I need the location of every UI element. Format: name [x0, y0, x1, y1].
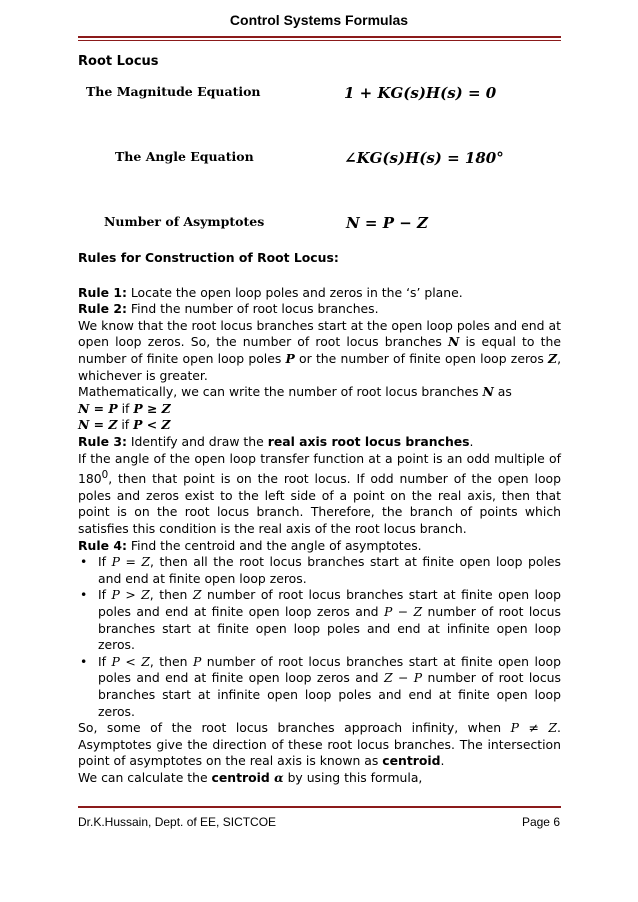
- rules-heading: Rules for Construction of Root Locus:: [78, 250, 339, 265]
- math-run: P ≥ Z: [133, 400, 171, 416]
- bold-run: centroid: [382, 753, 441, 769]
- asymptotes-equation-formula: N = P − Z: [346, 214, 428, 232]
- rule-1-text: Locate the open loop poles and zeros in the ‘s’ plane.: [126, 284, 463, 300]
- footer-author: Dr.K.Hussain, Dept. of EE, SICTCOE: [78, 815, 277, 829]
- rule-2: [78, 301, 561, 318]
- math-run: P = Z: [111, 554, 151, 570]
- text-run: by using this formula,: [283, 769, 423, 785]
- text-run: Identify and draw the: [126, 433, 268, 449]
- math-run: Z: [192, 587, 202, 603]
- paragraph-asymptotes: [78, 720, 561, 770]
- math-run: P > Z: [111, 587, 150, 603]
- text-run: , then: [149, 587, 193, 603]
- math-run: P: [192, 653, 202, 669]
- rule-4-label: Rule 4:: [78, 537, 127, 553]
- math-run: P < Z: [111, 653, 150, 669]
- angle-equation-label: The Angle Equation: [115, 149, 254, 164]
- text-run: .: [440, 753, 445, 769]
- text-run: , whichever is greater.: [78, 350, 562, 383]
- paragraph-real-axis: [78, 451, 561, 538]
- angle-equation-formula: ∠KG(s)H(s) = 180°: [344, 149, 504, 167]
- body-text: [78, 250, 561, 787]
- footer-divider: [78, 806, 561, 808]
- text-run: If: [98, 554, 112, 570]
- rule-3: [78, 434, 561, 451]
- header-divider: [78, 36, 561, 38]
- text-run: number of root locus branches start at finite open loop poles and end at infinite open loop zeros.: [98, 604, 561, 653]
- paragraph-centroid: [78, 770, 561, 787]
- page-number: Page 6: [521, 815, 560, 829]
- text-run: if: [117, 400, 134, 416]
- math-run: α: [274, 769, 284, 785]
- header-divider-thin: [78, 40, 561, 41]
- text-run: .: [469, 433, 474, 449]
- math-run: N = P: [78, 400, 118, 416]
- math-run: N: [448, 334, 460, 350]
- list-item: [98, 654, 561, 720]
- rule-2-label: Rule 2:: [78, 301, 127, 317]
- math-run: P ≠ Z: [510, 720, 558, 736]
- rule-2-text: Find the number of root locus branches.: [126, 301, 379, 317]
- rule-1: [78, 285, 561, 302]
- math-run: P − Z: [383, 604, 423, 619]
- rule-1-label: Rule 1:: [78, 284, 127, 300]
- bold-run: real axis root locus branches: [267, 433, 470, 449]
- rule-3-label: Rule 3:: [78, 433, 127, 449]
- text-run: . Asymptotes give the direction of these root locus branches. The intersection point of asymptotes on the real axis is known as: [78, 720, 561, 769]
- text-run: If: [98, 587, 112, 603]
- text-run: or the number of finite open loop zeros: [294, 350, 549, 366]
- math-run: P < Z: [133, 417, 171, 433]
- magnitude-equation-label: The Magnitude Equation: [86, 84, 261, 99]
- text-run: We know that the root locus branches start at the open loop poles and end at open loop zeros. So, the number of root locus branches: [78, 317, 561, 350]
- math-run: Z: [548, 350, 558, 366]
- asymptotes-equation-label: Number of Asymptotes: [104, 214, 265, 229]
- text-run: So, some of the root locus branches approach infinity, when: [78, 720, 511, 736]
- magnitude-equation-formula: 1 + KG(s)H(s) = 0: [344, 84, 497, 102]
- superscript: 0: [101, 469, 109, 482]
- text-run: if: [117, 417, 134, 433]
- math-run: N = Z: [78, 417, 118, 433]
- bold-run: centroid: [211, 769, 275, 785]
- paragraph-branches: [78, 318, 561, 384]
- list-item: [98, 587, 561, 653]
- text-run: Mathematically, we can write the number of root locus branches: [78, 384, 483, 400]
- section-heading: Root Locus: [78, 54, 159, 69]
- list-item: [98, 554, 561, 587]
- paragraph-mathematically: [78, 384, 561, 401]
- math-run: N: [482, 384, 494, 400]
- text-run: number of root locus branches start at finite open loop poles and end at finite open loop zeros and: [98, 587, 561, 619]
- text-run: We can calculate the: [78, 769, 212, 785]
- text-run: If the angle of the open loop transfer function at a point is an odd multiple of 180: [78, 450, 561, 487]
- text-run: , then that point is on the root locus. If odd number of the open loop poles and zeros exist to the left side of a point on the real axis, then that point is on the root locus branch. Therefore, the branch of points which satisfies this condition is the real axis of the root locus branch.: [78, 471, 561, 537]
- text-run: , then: [149, 653, 193, 669]
- math-run: Z − P: [383, 670, 423, 686]
- condition-2: [78, 417, 561, 434]
- text-run: number of root locus branches start at infinite open loop poles and end at finite open loop zeros.: [98, 670, 561, 719]
- text-run: If: [98, 653, 112, 669]
- bullet-list: [78, 554, 561, 720]
- math-run: P: [285, 350, 295, 366]
- rule-4-text: Find the centroid and the angle of asymptotes.: [126, 537, 422, 553]
- text-run: as: [493, 384, 512, 400]
- text-run: number of root locus branches start at finite open loop poles and end at finite open loop zeros and: [98, 653, 561, 686]
- rule-4: [78, 538, 561, 555]
- page-header-title: Control Systems Formulas: [229, 12, 409, 28]
- condition-1: [78, 401, 561, 418]
- text-run: , then all the root locus branches start at finite open loop poles and end at finite open loop zeros.: [98, 554, 561, 586]
- text-run: is equal to the number of finite open loop poles: [78, 334, 561, 366]
